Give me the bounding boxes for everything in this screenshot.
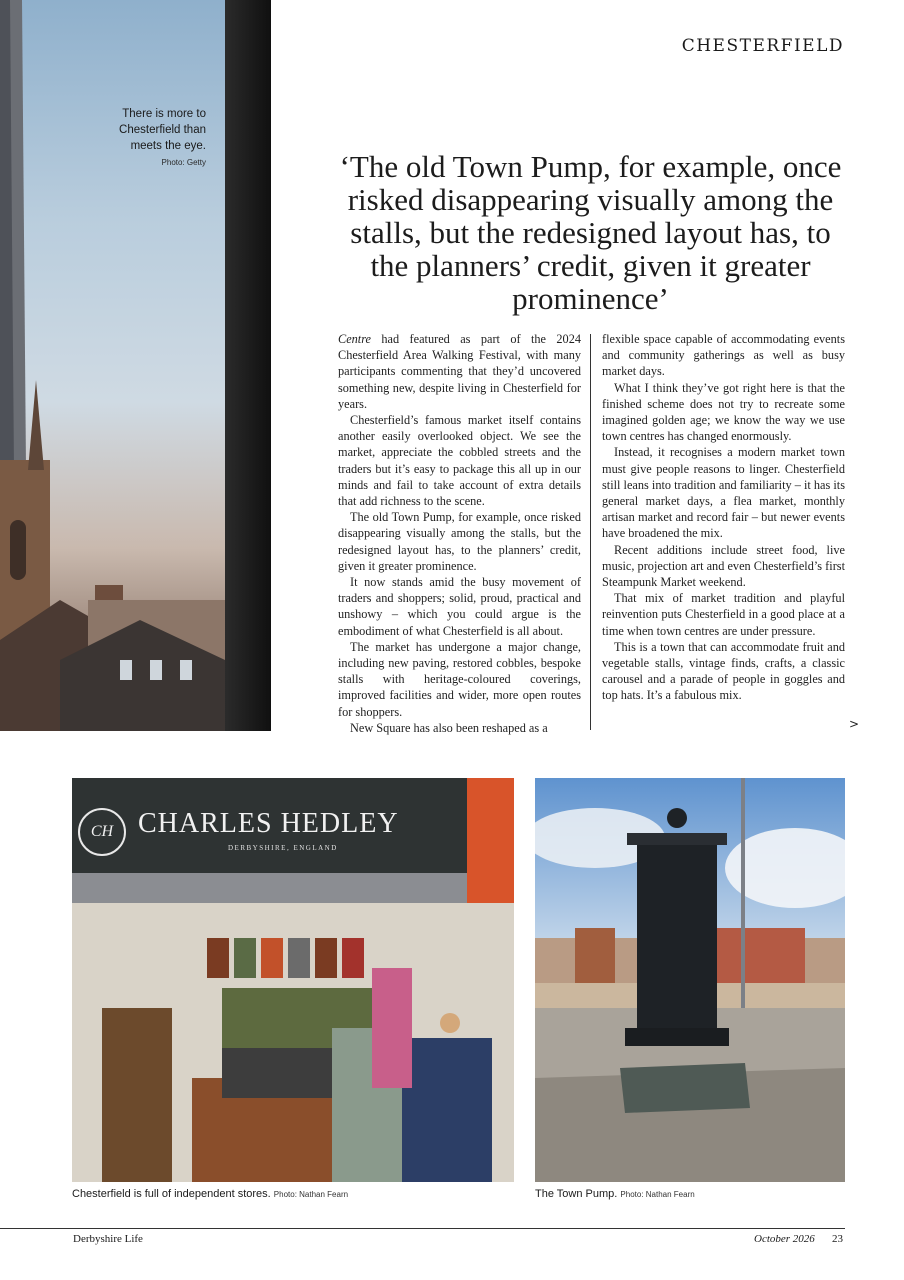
footer-rule xyxy=(0,1228,845,1229)
paragraph: flexible space capable of accommodating events and community gatherings as well as busy market days. xyxy=(602,332,845,379)
town-pump-illustration xyxy=(535,778,845,1182)
article-column-left xyxy=(338,331,581,736)
footer-magazine-name: Derbyshire Life xyxy=(73,1233,143,1245)
pump-photo-caption xyxy=(535,1188,695,1200)
paragraph: What I think they’ve got right here is that the finished scheme does not try to recreate some imagined golden age; we know the way we use town centres has changed enormously. xyxy=(602,380,845,444)
article-column-right xyxy=(602,331,845,704)
column-divider xyxy=(590,334,591,730)
paragraph: Recent additions include street food, live music, projection art and even Chesterfield’s first Steampunk Market weekend. xyxy=(602,542,845,590)
hero-caption-text: There is more to Chesterfield than meets the eye. xyxy=(119,108,206,152)
paragraph: That mix of market tradition and playful reinvention puts Chesterfield in a good place at a time when town centres are under pressure. xyxy=(602,591,845,638)
pump-caption-text: The Town Pump. xyxy=(535,1188,618,1200)
shop-logo-icon: CH xyxy=(78,808,126,856)
hero-caption xyxy=(118,106,206,171)
shop-sign-name: CHARLES HEDLEY xyxy=(138,808,399,839)
paragraph: This is a town that can accommodate fruit and vegetable stalls, vintage finds, crafts, a classic carousel and a parade of people in goggles and top hats. It’s a fabulous mix. xyxy=(602,639,845,703)
shop-sign-subtitle: DERBYSHIRE, ENGLAND xyxy=(228,844,338,852)
pump-photo xyxy=(535,778,845,1182)
paragraph: It now stands amid the busy movement of traders and shoppers; solid, proud, practical and unshowy – which you could argue is the embodiment of what Chesterfield is all about. xyxy=(338,575,581,638)
footer-page-number: 23 xyxy=(832,1233,843,1245)
hero-caption-credit: Photo: Getty xyxy=(161,158,206,167)
section-title: CHESTERFIELD xyxy=(681,36,844,56)
paragraph: New Square has also been reshaped as a xyxy=(350,720,548,735)
pull-quote: ‘The old Town Pump, for example, once risked disappearing visually among the stalls, but the redesigned layout has, to the planners’ credit, given it greater prominence’ xyxy=(339,149,842,316)
pump-caption-credit: Photo: Nathan Fearn xyxy=(620,1190,695,1199)
continue-arrow-icon: > xyxy=(849,717,860,731)
shop-photo-caption xyxy=(72,1188,348,1200)
paragraph: Centre had featured as part of the 2024 Chesterfield Area Walking Festival, with many participants commenting that they’d uncovered something new, despite living in Chesterfield for years. xyxy=(338,332,581,411)
paragraph: Chesterfield’s famous market itself contains another easily overlooked object. We see the market, appreciate the cobbled streets and the traders but it’s easy to package this all up in our minds and fail to take account of extra details that add richness to the scene. xyxy=(338,413,581,509)
paragraph: Instead, it recognises a modern market town must give people reasons to linger. Chesterfield still leans into tradition and familiarity – it has its general market days, a flea market, monthly artisan market and record fair – but newer events have broadened the mix. xyxy=(602,445,845,541)
footer-issue-date: October 2026 xyxy=(754,1233,815,1245)
shop-caption-credit: Photo: Nathan Fearn xyxy=(273,1190,349,1199)
paragraph: The market has undergone a major change, including new paving, restored cobbles, bespoke stalls with heritage-coloured coverings, improved facilities and wider, more open routes for shoppers. xyxy=(338,639,581,719)
paragraph: The old Town Pump, for example, once risked disappearing visually among the stalls, but the redesigned layout has, to the planners’ credit, given it greater prominence. xyxy=(338,510,581,573)
shop-caption-text: Chesterfield is full of independent stores. xyxy=(72,1188,271,1200)
window-frame xyxy=(225,0,271,731)
lead-italic: Centre xyxy=(338,332,372,346)
shop-photo xyxy=(72,778,514,1182)
